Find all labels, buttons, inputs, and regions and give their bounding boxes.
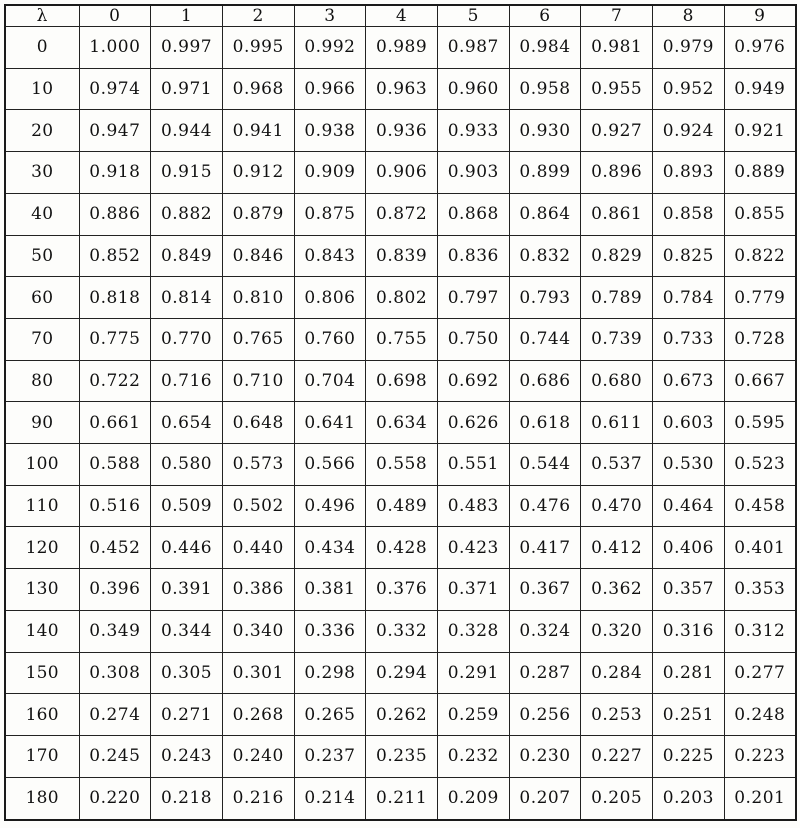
table-cell: 0.995 (222, 27, 294, 69)
table-cell: 0.966 (294, 68, 366, 110)
table-cell: 0.523 (724, 444, 796, 486)
table-cell: 0.328 (437, 610, 509, 652)
table-cell: 0.989 (366, 27, 438, 69)
table-cell: 0.265 (294, 694, 366, 736)
table-cell: 0.349 (79, 610, 151, 652)
table-cell: 0.654 (151, 402, 223, 444)
table-cell: 0.634 (366, 402, 438, 444)
row-label: 140 (5, 610, 79, 652)
table-cell: 0.211 (366, 777, 438, 820)
table-cell: 0.588 (79, 444, 151, 486)
table-cell: 0.476 (509, 485, 581, 527)
table-cell: 0.340 (222, 610, 294, 652)
row-label: 150 (5, 652, 79, 694)
table-cell: 0.218 (151, 777, 223, 820)
table-cell: 0.692 (437, 360, 509, 402)
row-label: 50 (5, 235, 79, 277)
row-label: 120 (5, 527, 79, 569)
table-cell: 0.960 (437, 68, 509, 110)
table-row (5, 235, 796, 277)
table-cell: 0.253 (581, 694, 653, 736)
row-label: 110 (5, 485, 79, 527)
table-row (5, 277, 796, 319)
column-header-6: 6 (509, 5, 581, 27)
table-cell: 0.434 (294, 527, 366, 569)
table-cell: 0.611 (581, 402, 653, 444)
column-header-9: 9 (724, 5, 796, 27)
row-label: 180 (5, 777, 79, 820)
table-cell: 0.971 (151, 68, 223, 110)
table-cell: 0.941 (222, 110, 294, 152)
table-cell: 0.566 (294, 444, 366, 486)
table-cell: 0.899 (509, 152, 581, 194)
table-cell: 0.312 (724, 610, 796, 652)
row-label: 90 (5, 402, 79, 444)
table-row (5, 402, 796, 444)
table-cell: 0.502 (222, 485, 294, 527)
column-header-7: 7 (581, 5, 653, 27)
table-cell: 0.846 (222, 235, 294, 277)
table-cell: 0.775 (79, 318, 151, 360)
table-cell: 0.806 (294, 277, 366, 319)
table-cell: 0.661 (79, 402, 151, 444)
table-cell: 0.237 (294, 735, 366, 777)
table-cell: 0.243 (151, 735, 223, 777)
table-cell: 0.440 (222, 527, 294, 569)
table-cell: 0.371 (437, 569, 509, 611)
table-cell: 0.274 (79, 694, 151, 736)
table-cell: 0.225 (653, 735, 725, 777)
table-cell: 0.214 (294, 777, 366, 820)
table-cell: 0.423 (437, 527, 509, 569)
table-cell: 0.825 (653, 235, 725, 277)
table-cell: 0.537 (581, 444, 653, 486)
table-cell: 0.305 (151, 652, 223, 694)
table-cell: 0.509 (151, 485, 223, 527)
table-cell: 0.793 (509, 277, 581, 319)
table-cell: 0.207 (509, 777, 581, 820)
column-header-5: 5 (437, 5, 509, 27)
row-label: 30 (5, 152, 79, 194)
table-body (5, 27, 796, 821)
table-cell: 0.667 (724, 360, 796, 402)
table-cell: 0.417 (509, 527, 581, 569)
table-cell: 0.294 (366, 652, 438, 694)
table-cell: 0.858 (653, 193, 725, 235)
table-cell: 0.765 (222, 318, 294, 360)
table-cell: 0.952 (653, 68, 725, 110)
table-cell: 0.836 (437, 235, 509, 277)
table-cell: 0.381 (294, 569, 366, 611)
table-cell: 0.376 (366, 569, 438, 611)
row-label: 160 (5, 694, 79, 736)
column-header-0: 0 (79, 5, 151, 27)
table-cell: 0.733 (653, 318, 725, 360)
table-cell: 0.284 (581, 652, 653, 694)
table-row (5, 694, 796, 736)
table-cell: 0.839 (366, 235, 438, 277)
table-cell: 0.944 (151, 110, 223, 152)
table-cell: 0.882 (151, 193, 223, 235)
table-row (5, 527, 796, 569)
table-cell: 0.496 (294, 485, 366, 527)
table-cell: 0.936 (366, 110, 438, 152)
table-cell: 0.864 (509, 193, 581, 235)
table-cell: 0.332 (366, 610, 438, 652)
table-cell: 0.968 (222, 68, 294, 110)
table-cell: 0.949 (724, 68, 796, 110)
table-cell: 0.483 (437, 485, 509, 527)
table-cell: 0.889 (724, 152, 796, 194)
table-cell: 0.722 (79, 360, 151, 402)
row-label: 20 (5, 110, 79, 152)
table-cell: 0.906 (366, 152, 438, 194)
table-row (5, 318, 796, 360)
table-row (5, 193, 796, 235)
table-cell: 0.789 (581, 277, 653, 319)
table-cell: 0.903 (437, 152, 509, 194)
table-cell: 0.391 (151, 569, 223, 611)
row-label: 40 (5, 193, 79, 235)
table-cell: 0.875 (294, 193, 366, 235)
table-cell: 0.262 (366, 694, 438, 736)
table-row (5, 27, 796, 69)
table-cell: 0.281 (653, 652, 725, 694)
table-cell: 0.580 (151, 444, 223, 486)
row-label: 130 (5, 569, 79, 611)
table-cell: 0.673 (653, 360, 725, 402)
table-cell: 0.933 (437, 110, 509, 152)
table-cell: 0.893 (653, 152, 725, 194)
table-cell: 0.716 (151, 360, 223, 402)
table-cell: 0.915 (151, 152, 223, 194)
table-cell: 0.452 (79, 527, 151, 569)
table-cell: 0.648 (222, 402, 294, 444)
table-cell: 0.750 (437, 318, 509, 360)
table-cell: 0.930 (509, 110, 581, 152)
table-cell: 0.704 (294, 360, 366, 402)
table-cell: 0.818 (79, 277, 151, 319)
table-cell: 0.308 (79, 652, 151, 694)
table-cell: 0.849 (151, 235, 223, 277)
table-cell: 0.268 (222, 694, 294, 736)
table-cell: 0.558 (366, 444, 438, 486)
table-cell: 0.912 (222, 152, 294, 194)
table-cell: 0.209 (437, 777, 509, 820)
table-cell: 0.446 (151, 527, 223, 569)
table-cell: 0.760 (294, 318, 366, 360)
table-row (5, 152, 796, 194)
table-cell: 0.686 (509, 360, 581, 402)
table-cell: 0.530 (653, 444, 725, 486)
column-header-1: 1 (151, 5, 223, 27)
table-cell: 0.955 (581, 68, 653, 110)
table-cell: 0.963 (366, 68, 438, 110)
table-cell: 0.852 (79, 235, 151, 277)
table-cell: 0.829 (581, 235, 653, 277)
table-cell: 0.406 (653, 527, 725, 569)
table-cell: 0.235 (366, 735, 438, 777)
table-cell: 0.861 (581, 193, 653, 235)
table-cell: 1.000 (79, 27, 151, 69)
column-header-8: 8 (653, 5, 725, 27)
table-cell: 0.814 (151, 277, 223, 319)
table-cell: 0.240 (222, 735, 294, 777)
table-cell: 0.779 (724, 277, 796, 319)
table-row (5, 444, 796, 486)
table-cell: 0.516 (79, 485, 151, 527)
table-cell: 0.353 (724, 569, 796, 611)
row-label: 70 (5, 318, 79, 360)
table-cell: 0.810 (222, 277, 294, 319)
table-cell: 0.203 (653, 777, 725, 820)
table-cell: 0.896 (581, 152, 653, 194)
table-row (5, 68, 796, 110)
column-header-4: 4 (366, 5, 438, 27)
table-cell: 0.551 (437, 444, 509, 486)
table-cell: 0.464 (653, 485, 725, 527)
table-cell: 0.927 (581, 110, 653, 152)
table-cell: 0.728 (724, 318, 796, 360)
row-label: 170 (5, 735, 79, 777)
table-cell: 0.223 (724, 735, 796, 777)
table-cell: 0.832 (509, 235, 581, 277)
table-cell: 0.974 (79, 68, 151, 110)
table-cell: 0.301 (222, 652, 294, 694)
table-row (5, 569, 796, 611)
column-header-2: 2 (222, 5, 294, 27)
table-cell: 0.984 (509, 27, 581, 69)
table-row (5, 777, 796, 820)
table-cell: 0.979 (653, 27, 725, 69)
table-cell: 0.843 (294, 235, 366, 277)
header-row (5, 5, 796, 27)
row-label: 60 (5, 277, 79, 319)
table-cell: 0.981 (581, 27, 653, 69)
row-label: 80 (5, 360, 79, 402)
column-header-3: 3 (294, 5, 366, 27)
table-cell: 0.357 (653, 569, 725, 611)
table-cell: 0.855 (724, 193, 796, 235)
table-cell: 0.386 (222, 569, 294, 611)
table-cell: 0.872 (366, 193, 438, 235)
table-cell: 0.797 (437, 277, 509, 319)
table-cell: 0.987 (437, 27, 509, 69)
table-cell: 0.618 (509, 402, 581, 444)
table-row (5, 610, 796, 652)
table-cell: 0.573 (222, 444, 294, 486)
table-cell: 0.362 (581, 569, 653, 611)
table-cell: 0.245 (79, 735, 151, 777)
table-cell: 0.595 (724, 402, 796, 444)
row-label: 10 (5, 68, 79, 110)
table-cell: 0.256 (509, 694, 581, 736)
table-cell: 0.412 (581, 527, 653, 569)
table-cell: 0.958 (509, 68, 581, 110)
table-cell: 0.248 (724, 694, 796, 736)
table-cell: 0.320 (581, 610, 653, 652)
table-cell: 0.680 (581, 360, 653, 402)
table-cell: 0.868 (437, 193, 509, 235)
table-cell: 0.997 (151, 27, 223, 69)
table-row (5, 735, 796, 777)
table-cell: 0.744 (509, 318, 581, 360)
table-cell: 0.271 (151, 694, 223, 736)
table-cell: 0.822 (724, 235, 796, 277)
table-cell: 0.232 (437, 735, 509, 777)
table-cell: 0.544 (509, 444, 581, 486)
table-cell: 0.458 (724, 485, 796, 527)
table-cell: 0.227 (581, 735, 653, 777)
table-cell: 0.710 (222, 360, 294, 402)
table-cell: 0.976 (724, 27, 796, 69)
table-cell: 0.259 (437, 694, 509, 736)
table-cell: 0.230 (509, 735, 581, 777)
table-cell: 0.201 (724, 777, 796, 820)
table-cell: 0.802 (366, 277, 438, 319)
table-cell: 0.489 (366, 485, 438, 527)
table-cell: 0.770 (151, 318, 223, 360)
table-cell: 0.470 (581, 485, 653, 527)
table-cell: 0.921 (724, 110, 796, 152)
table-cell: 0.626 (437, 402, 509, 444)
table-cell: 0.784 (653, 277, 725, 319)
table-cell: 0.298 (294, 652, 366, 694)
table-cell: 0.739 (581, 318, 653, 360)
table-cell: 0.291 (437, 652, 509, 694)
table-cell: 0.396 (79, 569, 151, 611)
table-cell: 0.316 (653, 610, 725, 652)
table-row (5, 485, 796, 527)
table-cell: 0.918 (79, 152, 151, 194)
table-cell: 0.641 (294, 402, 366, 444)
table-cell: 0.886 (79, 193, 151, 235)
table-cell: 0.216 (222, 777, 294, 820)
table-cell: 0.938 (294, 110, 366, 152)
table-cell: 0.603 (653, 402, 725, 444)
table-cell: 0.879 (222, 193, 294, 235)
table-cell: 0.277 (724, 652, 796, 694)
table-cell: 0.336 (294, 610, 366, 652)
table-row (5, 360, 796, 402)
table-row (5, 110, 796, 152)
table-cell: 0.205 (581, 777, 653, 820)
table-cell: 0.324 (509, 610, 581, 652)
table-cell: 0.344 (151, 610, 223, 652)
table-cell: 0.947 (79, 110, 151, 152)
table-cell: 0.251 (653, 694, 725, 736)
table-cell: 0.428 (366, 527, 438, 569)
table-cell: 0.401 (724, 527, 796, 569)
table-cell: 0.755 (366, 318, 438, 360)
column-header-lambda: λ (5, 5, 79, 27)
table-cell: 0.992 (294, 27, 366, 69)
row-label: 100 (5, 444, 79, 486)
table-cell: 0.698 (366, 360, 438, 402)
table-cell: 0.924 (653, 110, 725, 152)
table-cell: 0.367 (509, 569, 581, 611)
table-row (5, 652, 796, 694)
table-cell: 0.220 (79, 777, 151, 820)
coefficient-table (4, 4, 797, 821)
table-cell: 0.909 (294, 152, 366, 194)
row-label: 0 (5, 27, 79, 69)
table-cell: 0.287 (509, 652, 581, 694)
